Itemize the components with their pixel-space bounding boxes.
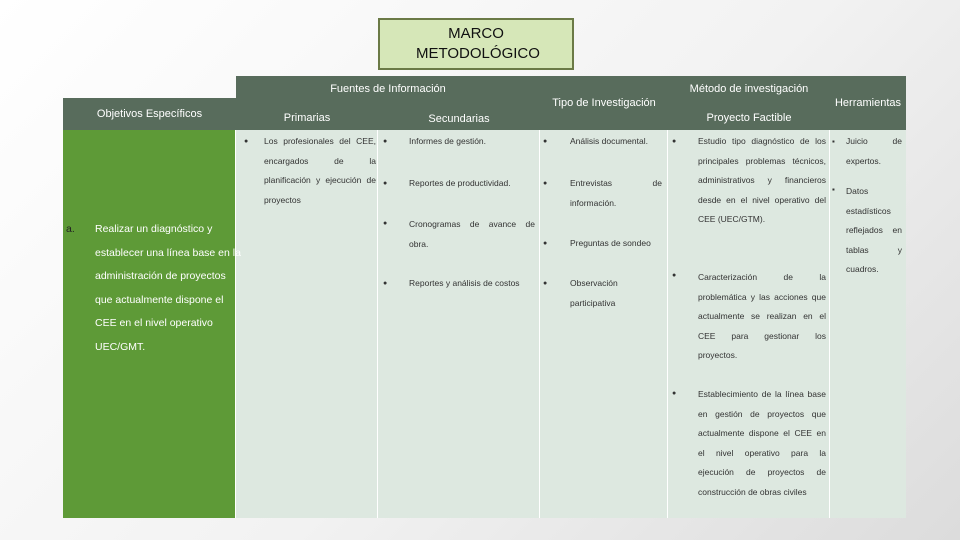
bullet-icon: ▪ bbox=[832, 185, 835, 194]
bullet-icon: ● bbox=[383, 280, 388, 287]
objective-letter: a. bbox=[66, 223, 75, 235]
tipo-item-2: Entrevistas de información. bbox=[570, 178, 662, 208]
metodo-item-1: Estudio tipo diagnóstico de los principales problemas técnicos, administrativos y financieros desde en el nivel operativo del CEE (UEC/GTM). bbox=[698, 136, 826, 224]
bullet-icon: ● bbox=[672, 138, 677, 145]
tipo-item-4: Observación participativa bbox=[570, 278, 618, 308]
metodo-item-3: Establecimiento de la línea base en gestión de proyectos que actualmente dispone el CEE en el nivel operativo para la ejecución de proyectos de construcción de obras civiles bbox=[698, 389, 826, 497]
header-fuentes: Fuentes de Información bbox=[236, 76, 540, 101]
herramientas-item-2: Datos estadísticos reflejados en tablas y cuadros. bbox=[846, 186, 902, 274]
header-metodo: Método de investigación bbox=[668, 76, 830, 101]
secundarias-item-4: Reportes y análisis de costos bbox=[409, 278, 520, 288]
bullet-icon: ● bbox=[543, 138, 548, 145]
bullet-icon: ● bbox=[543, 240, 548, 247]
header-objetivos: Objetivos Específicos bbox=[63, 98, 236, 130]
primarias-item: Los profesionales del CEE, encargados de la planificación y ejecución de proyectos bbox=[264, 136, 376, 205]
bullet-icon: ● bbox=[383, 180, 388, 187]
header-secundarias: Secundarias bbox=[378, 101, 540, 130]
slide-title-text: MARCO METODOLÓGICO bbox=[416, 25, 540, 62]
bullet-icon: ● bbox=[672, 272, 677, 279]
tipo-item-3: Preguntas de sondeo bbox=[570, 238, 651, 248]
bullet-icon: ● bbox=[383, 220, 388, 227]
metodo-item-2: Caracterización de la problemática y las acciones que actualmente se realizan en el CEE para gestionar los proyectos. bbox=[698, 272, 826, 360]
bullet-icon: ● bbox=[543, 180, 548, 187]
objective-text: Realizar un diagnóstico y establecer una línea base en la administración de proyectos que actualmente dispone el CEE en el nivel operativo UEC/GMT. bbox=[95, 223, 241, 353]
secundarias-item-3: Cronogramas de avance de obra. bbox=[409, 219, 535, 249]
bullet-icon: ● bbox=[672, 390, 677, 397]
slide-title bbox=[378, 18, 574, 70]
bullet-icon: ● bbox=[543, 280, 548, 287]
bullet-icon: ▪ bbox=[832, 137, 835, 146]
bullet-icon: ● bbox=[244, 138, 249, 145]
header-primarias: Primarias bbox=[236, 101, 378, 130]
secundarias-item-2: Reportes de productividad. bbox=[409, 178, 511, 188]
bullet-icon: ● bbox=[383, 138, 388, 145]
tipo-item-1: Análisis documental. bbox=[570, 136, 648, 146]
herramientas-item-1: Juicio de expertos. bbox=[846, 136, 902, 166]
header-tipo: Tipo de Investigación bbox=[540, 76, 668, 130]
header-herramientas: Herramientas bbox=[830, 76, 906, 130]
header-proyecto: Proyecto Factible bbox=[668, 101, 830, 130]
secundarias-item-1: Informes de gestión. bbox=[409, 136, 487, 146]
